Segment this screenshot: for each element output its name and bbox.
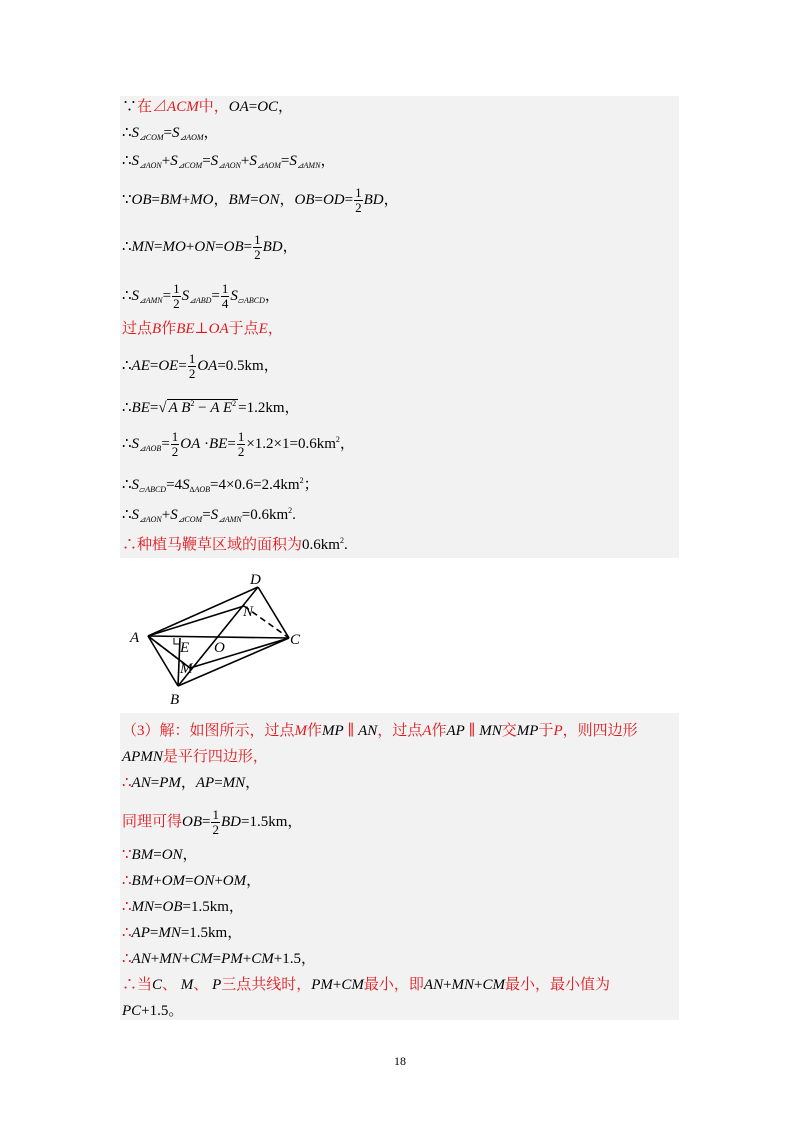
- label-E: E: [180, 640, 190, 656]
- line-5: ∴MN=MO+ON=OB= $\frac{1}{2}$ BD，: [122, 232, 298, 262]
- line-13: ∴种植马鞭草区域的面积为$0.6km^2$.: [122, 536, 348, 553]
- label-C: C: [290, 632, 301, 648]
- line-10: $\therefore S_{⊿AOB}=$ $\frac{1}{2}$ OA ·BE= $\frac{1}{2}$ $\times 1.2\times 1=0.6km^2$，: [122, 429, 355, 459]
- p3-line-11: PC+1.5。: [122, 1003, 184, 1019]
- p3-line-6: ∴BM+OM=ON+OM，: [122, 873, 262, 889]
- line-4: ∵OB=BM+MO，BM=ON，OB=OD= $\frac{1}{2}$ BD，: [122, 185, 399, 215]
- line-3: $\therefore S_{⊿AON}+S_{⊿COM}=S_{⊿AON}+S_{⊿AOM}=S_{⊿AMN}$，: [122, 153, 336, 170]
- line-9: ∴BE=√ A $B^2 - A$ $E^2 =1.2km$，: [122, 399, 300, 416]
- label-O: O: [214, 640, 225, 656]
- edge-AD: [148, 587, 258, 636]
- p3-line-9: ∴AN+MN+CM=PM+CM+1.5，: [122, 951, 316, 967]
- line-12: $\therefore S_{⊿AON}+S_{⊿COM}=S_{⊿AMN}=0.6km^2$.: [122, 506, 296, 524]
- p3-line-3: ∴AN=PM，AP=MN，: [122, 775, 261, 791]
- p3-line-1: （3）解：如图所示，过点M作MP ∥ AN，过点A作AP ∥ MN交MP于P，则四边形: [122, 723, 638, 739]
- line-1: ∵在⊿ACM中，OA=OC，: [122, 99, 294, 115]
- line-6: $\therefore S_{⊿AMN}=$ $\frac{1}{2}$ $S_{⊿ABD}=$ $\frac{1}{4}$ $S_{▱ABCD}$，: [122, 281, 280, 311]
- p3-line-10: ∴当C、 M、 P三点共线时，PM+CM最小，即AN+MN+CM最小，最小值为: [122, 977, 611, 993]
- p3-line-8: ∴AP=MN=1.5km，: [122, 925, 243, 941]
- page-number: 18: [394, 1054, 406, 1068]
- label-D: D: [250, 572, 261, 588]
- line-8: ∴AE=OE= $\frac{1}{2}$ OA=0.5km，: [122, 351, 279, 381]
- geometry-diagram: [122, 560, 308, 710]
- label-A: A: [130, 630, 140, 646]
- p3-line-7: ∴MN=OB=1.5km，: [122, 899, 244, 915]
- geometry-figure: [122, 560, 308, 710]
- label-N: N: [243, 604, 254, 620]
- fraction-half: $\frac{1}{2}$: [355, 185, 362, 215]
- line-7: 过点B作BE⊥OA于点E，: [122, 321, 283, 337]
- p3-line-2: APMN是平行四边形，: [122, 749, 268, 765]
- line-2: $\therefore S_{⊿COM}=S_{⊿AOM}$，: [122, 125, 219, 142]
- label-M: M: [180, 661, 193, 677]
- label-B: B: [170, 692, 180, 708]
- p3-line-5: ∵BM=ON，: [122, 847, 198, 863]
- p3-line-4: 同理可得OB= $\frac{1}{2}$ BD=1.5km，: [122, 807, 303, 837]
- edge-DC: [258, 587, 289, 638]
- line-11: $\therefore S_{▱ABCD}=4S_{\Delta AOB}=4\times 0.6=2.4km^2$；: [122, 476, 319, 494]
- edge-CB: [178, 638, 289, 686]
